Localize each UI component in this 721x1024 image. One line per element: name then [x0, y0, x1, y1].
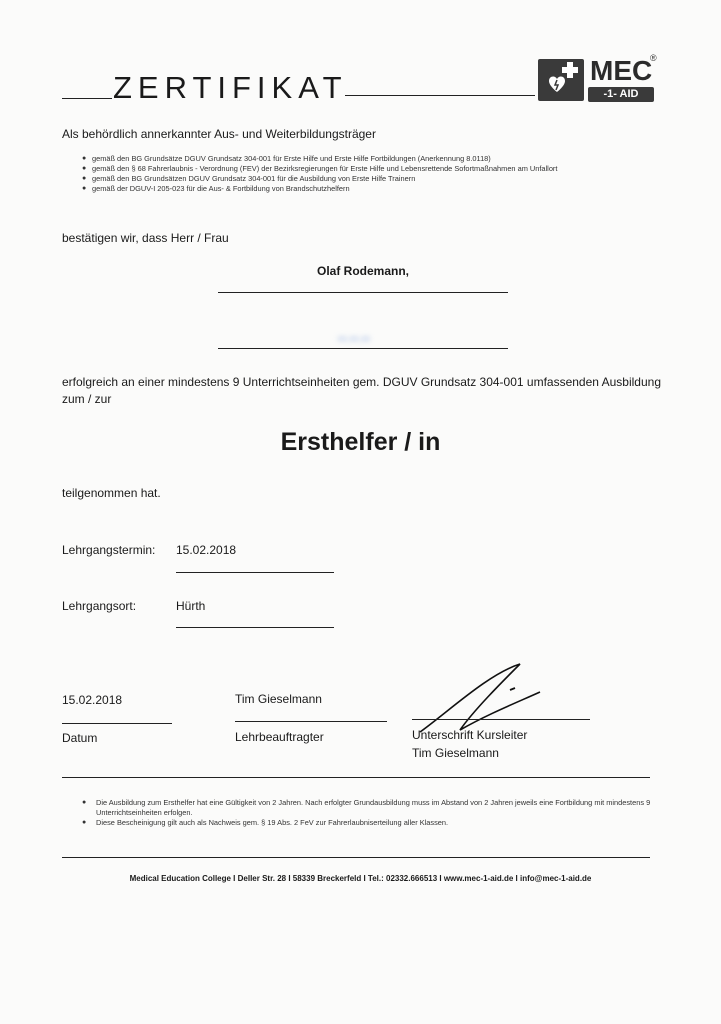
certificate-title: ZERTIFIKAT — [113, 70, 348, 105]
participated-text: teilgenommen hat. — [62, 486, 161, 500]
confirm-text: bestätigen wir, dass Herr / Frau — [62, 231, 229, 245]
course-date-label: Lehrgangstermin: — [62, 543, 156, 557]
course-place-value: Hürth — [176, 599, 206, 613]
course-description: erfolgreich an einer mindestens 9 Unterrichtseinheiten gem. DGUV Grundsatz 304-001 umfassenden Ausbildung zum / zur — [62, 375, 662, 406]
course-date-rule — [176, 572, 334, 573]
signature-date-value: 15.02.2018 — [62, 693, 123, 707]
lecturer-label: Lehrbeauftragter — [235, 730, 324, 744]
birthdate-rule — [218, 348, 508, 349]
participant-name: Olaf Rodemann, — [316, 264, 409, 278]
accreditation-item: ● gemäß den § 68 Fahrerlaubnis - Verordnung (FEV) der Bezirksregierungen für Erste Hilfe und Lebensrettende Sofortmaßnahmen am Unfallort — [82, 164, 557, 174]
aed-heart-icon — [538, 59, 584, 101]
accreditation-list — [82, 154, 557, 194]
logo-registered-mark: ® — [650, 53, 657, 63]
footnote-item: ● Diese Bescheinigung gilt auch als Nachweis gem. § 19 Abs. 2 FeV zur Fahrerlaubniserteilung aller Klassen. — [82, 818, 672, 828]
date-rule — [62, 723, 172, 724]
footnote-item: ● Die Ausbildung zum Ersthelfer hat eine Gültigkeit von 2 Jahren. Nach erfolgter Grundausbildung muss im Abstand von 2 Jahren jeweils eine Fortbildung mit mindestens 9 Unterrichtseinheiten erfolgen. — [82, 798, 672, 818]
accreditation-item: ● gemäß den BG Grundsätzen DGUV Grundsatz 304-001 für die Ausbildung von Erste Hilfe Trainern — [82, 174, 557, 184]
signature-label: Unterschrift Kursleiter — [412, 728, 528, 742]
mec-logo — [538, 53, 662, 103]
footer-rule-bottom — [62, 857, 650, 858]
lecturer-name: Tim Gieselmann — [235, 692, 322, 706]
contact-line: Medical Education College I Deller Str. 28 I 58339 Breckerfeld I Tel.: 02332.666513 I www.mec-1-aid.de I info@mec-1-aid.de — [129, 874, 592, 883]
course-place-label: Lehrgangsort: — [62, 599, 137, 613]
title-rule-right — [345, 95, 535, 96]
course-date-value: 15.02.2018 — [176, 543, 237, 557]
date-label: Datum — [62, 731, 98, 745]
accreditation-item: ● gemäß der DGUV-I 205-023 für die Aus- & Fortbildung von Brandschutzhelfern — [82, 184, 557, 194]
signature-rule — [412, 719, 590, 720]
name-rule — [218, 292, 508, 293]
intro-text: Als behördlich annerkannter Aus- und Weiterbildungsträger — [62, 127, 376, 141]
course-title: Ersthelfer / in — [280, 428, 441, 456]
signature-name: Tim Gieselmann — [412, 746, 499, 760]
course-place-rule — [176, 627, 334, 628]
lecturer-rule — [235, 721, 387, 722]
footer-rule-top — [62, 777, 650, 778]
footnote-list — [82, 798, 672, 828]
logo-brand-text: MEC — [590, 55, 653, 86]
logo-sub-text: -1- AID — [588, 87, 654, 102]
title-rule-left — [62, 98, 112, 99]
birthdate-redacted: ••.••.•• — [338, 332, 370, 346]
accreditation-item: ● gemäß den BG Grundsätze DGUV Grundsatz 304-001 für Erste Hilfe und Erste Hilfe Fortbildungen (Anerkennung 8.0118) — [82, 154, 557, 164]
